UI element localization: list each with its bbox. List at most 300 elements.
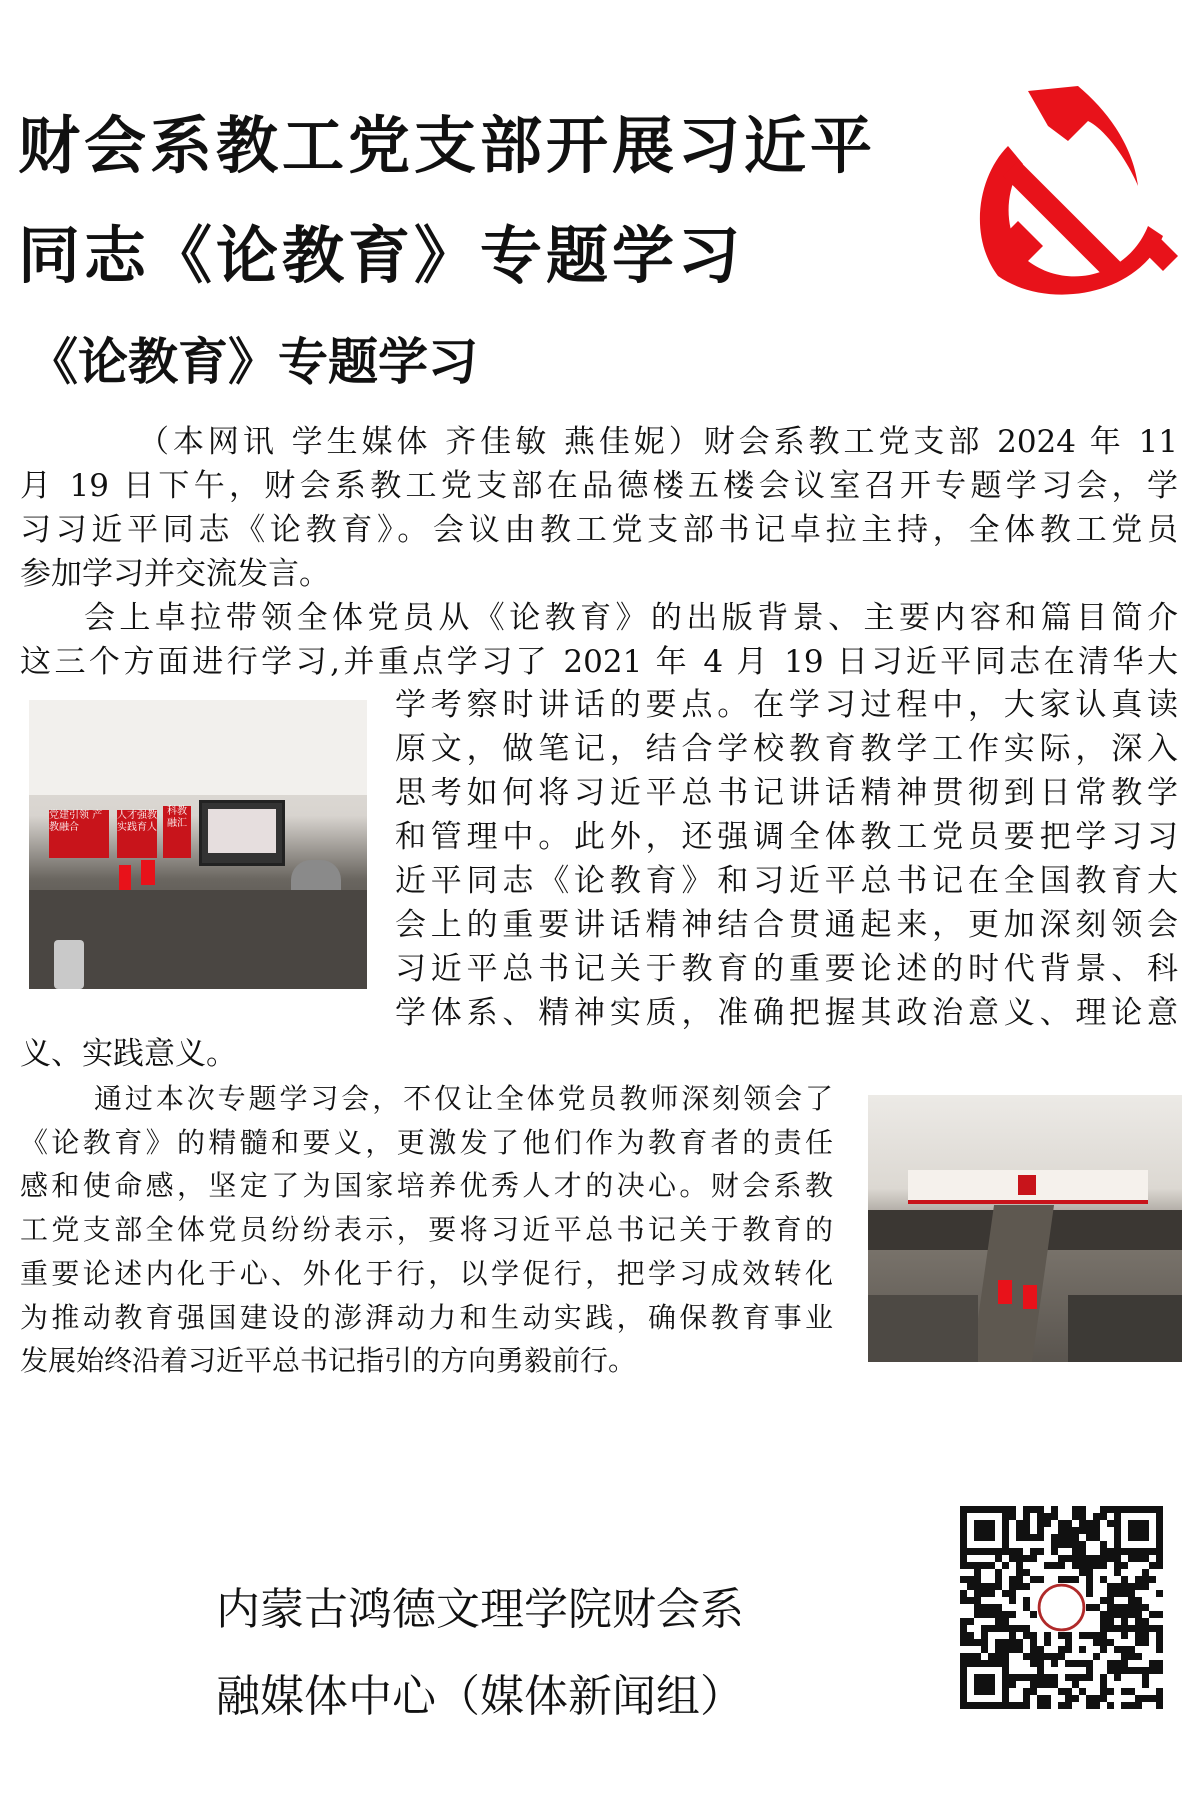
qr-module	[1149, 1667, 1156, 1674]
wall-banner: 人才强教 实践育人	[117, 810, 157, 858]
qr-module	[1142, 1639, 1149, 1646]
qr-module	[967, 1597, 974, 1604]
qr-module	[1114, 1674, 1121, 1681]
qr-module	[1023, 1632, 1030, 1639]
text-line: 义、实践意义。	[20, 1036, 237, 1072]
qr-module	[1156, 1541, 1163, 1548]
qr-module	[1023, 1555, 1030, 1562]
qr-module	[1093, 1604, 1100, 1611]
qr-module	[1114, 1506, 1121, 1513]
qr-module	[1100, 1555, 1107, 1562]
qr-module	[1086, 1583, 1093, 1590]
qr-module	[960, 1688, 967, 1695]
qr-module	[1100, 1506, 1107, 1513]
text-line: 《论教育》的精髓和要义，更激发了他们作为教育者的责任	[20, 1125, 833, 1159]
qr-module	[960, 1667, 967, 1674]
qr-module	[1114, 1520, 1121, 1527]
qr-module	[1156, 1660, 1163, 1667]
qr-module	[981, 1534, 988, 1541]
qr-module	[960, 1681, 967, 1688]
qr-module	[1072, 1541, 1079, 1548]
qr-module	[1121, 1604, 1128, 1611]
qr-module	[1002, 1534, 1009, 1541]
qr-module	[1065, 1702, 1072, 1709]
text-line: 通过本次专题学习会，不仅让全体党员教师深刻领会了	[94, 1082, 833, 1115]
qr-module	[967, 1583, 974, 1590]
qr-module	[1072, 1506, 1079, 1513]
qr-module	[1023, 1583, 1030, 1590]
text-line: 重要论述内化于心、外化于行，以学促行，把学习成效转化	[20, 1256, 833, 1290]
text-line: （本网讯 学生媒体 齐佳敏 燕佳妮）财会系教工党支部 2024 年 11	[138, 424, 1178, 460]
qr-module	[1058, 1646, 1065, 1653]
qr-module	[974, 1681, 981, 1688]
qr-module	[1065, 1576, 1072, 1583]
qr-module	[1128, 1555, 1135, 1562]
qr-module	[995, 1611, 1002, 1618]
qr-module	[1030, 1639, 1037, 1646]
qr-module	[1002, 1506, 1009, 1513]
qr-module	[974, 1534, 981, 1541]
qr-module	[981, 1604, 988, 1611]
qr-module	[988, 1534, 995, 1541]
qr-module	[1086, 1604, 1093, 1611]
qr-module	[960, 1632, 967, 1639]
qr-module	[1114, 1541, 1121, 1548]
qr-module	[1051, 1674, 1058, 1681]
qr-module	[1016, 1639, 1023, 1646]
qr-module	[1002, 1513, 1009, 1520]
qr-module	[1023, 1653, 1030, 1660]
qr-module	[1051, 1660, 1058, 1667]
qr-module	[1093, 1695, 1100, 1702]
qr-module	[995, 1653, 1002, 1660]
paragraph-2-end	[20, 1032, 420, 1076]
qr-module	[1142, 1674, 1149, 1681]
qr-module	[1044, 1681, 1051, 1688]
qr-module	[1009, 1625, 1016, 1632]
qr-module	[974, 1604, 981, 1611]
qr-module	[1065, 1520, 1072, 1527]
qr-module	[988, 1527, 995, 1534]
qr-module	[1072, 1695, 1079, 1702]
qr-module	[1142, 1534, 1149, 1541]
qr-module	[1100, 1548, 1107, 1555]
qr-module	[960, 1541, 967, 1548]
qr-module	[1121, 1653, 1128, 1660]
qr-module	[1142, 1681, 1149, 1688]
qr-module	[974, 1583, 981, 1590]
text-line: 发展始终沿着习近平总书记指引的方向勇毅前行。	[20, 1344, 637, 1378]
qr-module	[1086, 1702, 1093, 1709]
qr-module	[1135, 1506, 1142, 1513]
qr-module	[1107, 1520, 1114, 1527]
qr-module	[1072, 1674, 1079, 1681]
qr-module	[1037, 1534, 1044, 1541]
qr-module	[981, 1583, 988, 1590]
qr-module	[1142, 1555, 1149, 1562]
qr-module	[1156, 1520, 1163, 1527]
qr-module	[1058, 1562, 1065, 1569]
qr-module	[988, 1625, 995, 1632]
qr-module	[1079, 1562, 1086, 1569]
qr-module	[974, 1590, 981, 1597]
qr-module	[1079, 1548, 1086, 1555]
qr-module	[1128, 1590, 1135, 1597]
qr-module	[974, 1611, 981, 1618]
qr-module	[967, 1548, 974, 1555]
qr-module	[1044, 1702, 1051, 1709]
wall-banner: 科教融汇	[163, 806, 191, 858]
qr-module	[960, 1527, 967, 1534]
qr-module	[1135, 1639, 1142, 1646]
qr-module	[1121, 1562, 1128, 1569]
qr-module	[1156, 1639, 1163, 1646]
qr-module	[1044, 1520, 1051, 1527]
qr-module	[1135, 1583, 1142, 1590]
qr-module	[1100, 1639, 1107, 1646]
qr-module	[1107, 1597, 1114, 1604]
qr-module	[1079, 1632, 1086, 1639]
qr-module	[1023, 1569, 1030, 1576]
qr-module	[1037, 1702, 1044, 1709]
qr-module	[1051, 1653, 1058, 1660]
qr-module	[974, 1576, 981, 1583]
meeting-photo-2	[868, 1095, 1182, 1362]
qr-module	[981, 1702, 988, 1709]
qr-module	[1016, 1548, 1023, 1555]
qr-module	[1149, 1548, 1156, 1555]
qr-module	[1093, 1632, 1100, 1639]
qr-module	[1107, 1667, 1114, 1674]
qr-module	[1079, 1660, 1086, 1667]
qr-module	[1009, 1639, 1016, 1646]
qr-module	[1023, 1604, 1030, 1611]
qr-module	[1135, 1653, 1142, 1660]
qr-module	[1086, 1562, 1093, 1569]
qr-module	[960, 1562, 967, 1569]
qr-module	[960, 1695, 967, 1702]
qr-module	[1100, 1597, 1107, 1604]
qr-module	[1121, 1618, 1128, 1625]
qr-module	[981, 1611, 988, 1618]
qr-module	[1079, 1541, 1086, 1548]
qr-module	[988, 1611, 995, 1618]
qr-module	[1072, 1527, 1079, 1534]
qr-module	[974, 1520, 981, 1527]
qr-module	[1142, 1527, 1149, 1534]
qr-module	[1016, 1555, 1023, 1562]
qr-module	[1051, 1513, 1058, 1520]
qr-module	[1156, 1555, 1163, 1562]
paragraph-3	[20, 1077, 833, 1383]
qr-module	[1009, 1681, 1016, 1688]
qr-module	[1058, 1520, 1065, 1527]
qr-module	[1135, 1527, 1142, 1534]
text-line: 为推动教育强国建设的澎湃动力和生动实践，确保教育事业	[20, 1300, 833, 1334]
qr-module	[1023, 1520, 1030, 1527]
qr-module	[1072, 1562, 1079, 1569]
qr-module	[1037, 1527, 1044, 1534]
qr-module	[967, 1562, 974, 1569]
qr-module	[1030, 1688, 1037, 1695]
footer-media-center: 融媒体中心（媒体新闻组）	[216, 1671, 744, 1722]
qr-module	[1135, 1604, 1142, 1611]
qr-module	[1135, 1625, 1142, 1632]
qr-module	[1051, 1548, 1058, 1555]
qr-module	[1002, 1646, 1009, 1653]
qr-module	[1016, 1625, 1023, 1632]
qr-module	[1023, 1625, 1030, 1632]
qr-module	[1002, 1660, 1009, 1667]
qr-module	[995, 1639, 1002, 1646]
qr-module	[1044, 1639, 1051, 1646]
qr-module	[995, 1583, 1002, 1590]
qr-module	[1044, 1562, 1051, 1569]
qr-module	[1037, 1667, 1044, 1674]
qr-module	[974, 1660, 981, 1667]
qr-module	[988, 1702, 995, 1709]
qr-module	[1009, 1548, 1016, 1555]
qr-module	[1156, 1506, 1163, 1513]
qr-module	[981, 1527, 988, 1534]
qr-module	[1009, 1646, 1016, 1653]
qr-module	[1086, 1555, 1093, 1562]
qr-module	[995, 1576, 1002, 1583]
qr-module	[1044, 1632, 1051, 1639]
qr-module	[1051, 1541, 1058, 1548]
qr-module	[1086, 1674, 1093, 1681]
qr-module	[1030, 1681, 1037, 1688]
qr-code-icon[interactable]	[960, 1506, 1163, 1709]
qr-module	[1114, 1555, 1121, 1562]
qr-module	[1023, 1688, 1030, 1695]
qr-module	[1002, 1541, 1009, 1548]
qr-module	[988, 1688, 995, 1695]
qr-module	[1002, 1653, 1009, 1660]
qr-module	[974, 1562, 981, 1569]
qr-module	[1065, 1541, 1072, 1548]
qr-module	[1086, 1660, 1093, 1667]
qr-module	[974, 1569, 981, 1576]
qr-module	[974, 1527, 981, 1534]
text-line: 学考察时讲话的要点。在学习过程中，大家认真读	[395, 687, 1178, 723]
qr-module	[967, 1653, 974, 1660]
qr-module	[1093, 1520, 1100, 1527]
qr-module	[1114, 1625, 1121, 1632]
qr-module	[1135, 1695, 1142, 1702]
qr-module	[1135, 1520, 1142, 1527]
qr-module	[974, 1702, 981, 1709]
qr-module	[1065, 1632, 1072, 1639]
qr-module	[1079, 1646, 1086, 1653]
paragraph-2	[395, 683, 1178, 1035]
qr-module	[1107, 1555, 1114, 1562]
qr-module	[1156, 1625, 1163, 1632]
qr-module	[988, 1506, 995, 1513]
qr-module	[1030, 1632, 1037, 1639]
qr-module	[1156, 1513, 1163, 1520]
qr-module	[1100, 1576, 1107, 1583]
qr-module	[1058, 1541, 1065, 1548]
text-line: 会上卓拉带领全体党员从《论教育》的出版背景、主要内容和篇目简介	[84, 600, 1178, 636]
qr-module	[1009, 1583, 1016, 1590]
qr-module	[1009, 1555, 1016, 1562]
qr-module	[1009, 1632, 1016, 1639]
qr-module	[1114, 1569, 1121, 1576]
qr-module	[967, 1618, 974, 1625]
qr-module	[967, 1639, 974, 1646]
qr-module	[981, 1688, 988, 1695]
qr-module	[1065, 1695, 1072, 1702]
qr-module	[1128, 1583, 1135, 1590]
qr-module	[1009, 1576, 1016, 1583]
qr-module	[1086, 1569, 1093, 1576]
text-line: 习近平总书记关于教育的重要论述的时代背景、科	[395, 951, 1178, 987]
qr-module	[1051, 1562, 1058, 1569]
qr-module	[1044, 1695, 1051, 1702]
qr-module	[1002, 1688, 1009, 1695]
qr-module	[995, 1625, 1002, 1632]
qr-module	[1107, 1506, 1114, 1513]
subtitle: 《论教育》专题学习	[28, 332, 478, 391]
qr-module	[981, 1625, 988, 1632]
qr-module	[960, 1618, 967, 1625]
text-line: 近平同志《论教育》和习近平总书记在全国教育大	[395, 863, 1178, 899]
qr-module	[1016, 1520, 1023, 1527]
qr-module	[1142, 1695, 1149, 1702]
qr-module	[1037, 1681, 1044, 1688]
text-line: 习习近平同志《论教育》。会议由教工党支部书记卓拉主持，全体教工党员	[20, 512, 1178, 548]
qr-module	[1002, 1562, 1009, 1569]
qr-module	[1135, 1618, 1142, 1625]
qr-module	[1072, 1660, 1079, 1667]
qr-module	[1065, 1555, 1072, 1562]
qr-module	[960, 1506, 967, 1513]
qr-module	[1107, 1604, 1114, 1611]
qr-module	[1065, 1646, 1072, 1653]
qr-module	[1016, 1562, 1023, 1569]
qr-module	[1002, 1520, 1009, 1527]
qr-module	[1156, 1695, 1163, 1702]
qr-module	[1079, 1569, 1086, 1576]
qr-module	[1107, 1688, 1114, 1695]
qr-module	[1114, 1611, 1121, 1618]
qr-module	[981, 1646, 988, 1653]
qr-module	[1100, 1695, 1107, 1702]
qr-module	[1058, 1688, 1065, 1695]
qr-module	[1149, 1576, 1156, 1583]
qr-module	[1002, 1674, 1009, 1681]
qr-module	[1128, 1625, 1135, 1632]
qr-module	[960, 1625, 967, 1632]
qr-module	[960, 1520, 967, 1527]
qr-module	[1114, 1562, 1121, 1569]
qr-module	[1079, 1674, 1086, 1681]
qr-module	[1016, 1674, 1023, 1681]
qr-module	[1023, 1597, 1030, 1604]
qr-module	[1023, 1527, 1030, 1534]
qr-module	[1093, 1639, 1100, 1646]
text-line: 学体系、精神实质，准确把握其政治意义、理论意	[395, 995, 1178, 1031]
qr-module	[1016, 1569, 1023, 1576]
qr-module	[1023, 1702, 1030, 1709]
qr-module	[1149, 1625, 1156, 1632]
qr-center-logo	[1039, 1585, 1084, 1630]
qr-module	[974, 1674, 981, 1681]
qr-module	[1030, 1506, 1037, 1513]
qr-module	[1072, 1576, 1079, 1583]
qr-module	[1037, 1660, 1044, 1667]
qr-module	[1121, 1625, 1128, 1632]
qr-module	[1114, 1646, 1121, 1653]
qr-module	[960, 1639, 967, 1646]
qr-module	[1114, 1590, 1121, 1597]
qr-module	[1058, 1576, 1065, 1583]
qr-module	[1023, 1674, 1030, 1681]
qr-module	[1128, 1688, 1135, 1695]
text-line: 思考如何将习近平总书记讲话精神贯彻到日常教学	[395, 775, 1178, 811]
qr-module	[1107, 1548, 1114, 1555]
qr-module	[1072, 1548, 1079, 1555]
qr-module	[974, 1597, 981, 1604]
qr-module	[1142, 1548, 1149, 1555]
qr-module	[1079, 1527, 1086, 1534]
qr-module	[967, 1702, 974, 1709]
qr-module	[1121, 1688, 1128, 1695]
qr-module	[1142, 1569, 1149, 1576]
party-emblem-icon	[958, 86, 1182, 296]
qr-module	[1107, 1639, 1114, 1646]
qr-module	[1135, 1632, 1142, 1639]
qr-module	[1128, 1548, 1135, 1555]
qr-module	[1058, 1534, 1065, 1541]
qr-module	[960, 1674, 967, 1681]
qr-module	[1065, 1660, 1072, 1667]
qr-module	[1086, 1695, 1093, 1702]
qr-module	[1023, 1695, 1030, 1702]
qr-module	[1121, 1632, 1128, 1639]
qr-module	[1016, 1576, 1023, 1583]
qr-module	[1023, 1513, 1030, 1520]
qr-module	[981, 1632, 988, 1639]
qr-module	[1128, 1597, 1135, 1604]
qr-module	[1149, 1695, 1156, 1702]
qr-module	[988, 1653, 995, 1660]
qr-module	[1065, 1674, 1072, 1681]
qr-module	[1142, 1632, 1149, 1639]
qr-module	[960, 1548, 967, 1555]
qr-module	[967, 1660, 974, 1667]
qr-module	[988, 1681, 995, 1688]
qr-module	[1037, 1653, 1044, 1660]
qr-module	[1156, 1562, 1163, 1569]
qr-module	[1135, 1576, 1142, 1583]
qr-module	[981, 1520, 988, 1527]
qr-module	[1079, 1520, 1086, 1527]
qr-module	[1114, 1660, 1121, 1667]
qr-module	[1107, 1702, 1114, 1709]
qr-module	[1121, 1590, 1128, 1597]
qr-module	[1135, 1702, 1142, 1709]
qr-module	[1156, 1632, 1163, 1639]
qr-module	[1058, 1527, 1065, 1534]
qr-module	[1065, 1534, 1072, 1541]
qr-module	[1030, 1548, 1037, 1555]
qr-module	[1121, 1576, 1128, 1583]
qr-module	[960, 1597, 967, 1604]
qr-module	[1128, 1604, 1135, 1611]
headline-line-1: 财会系教工党支部开展习近平	[18, 109, 877, 182]
